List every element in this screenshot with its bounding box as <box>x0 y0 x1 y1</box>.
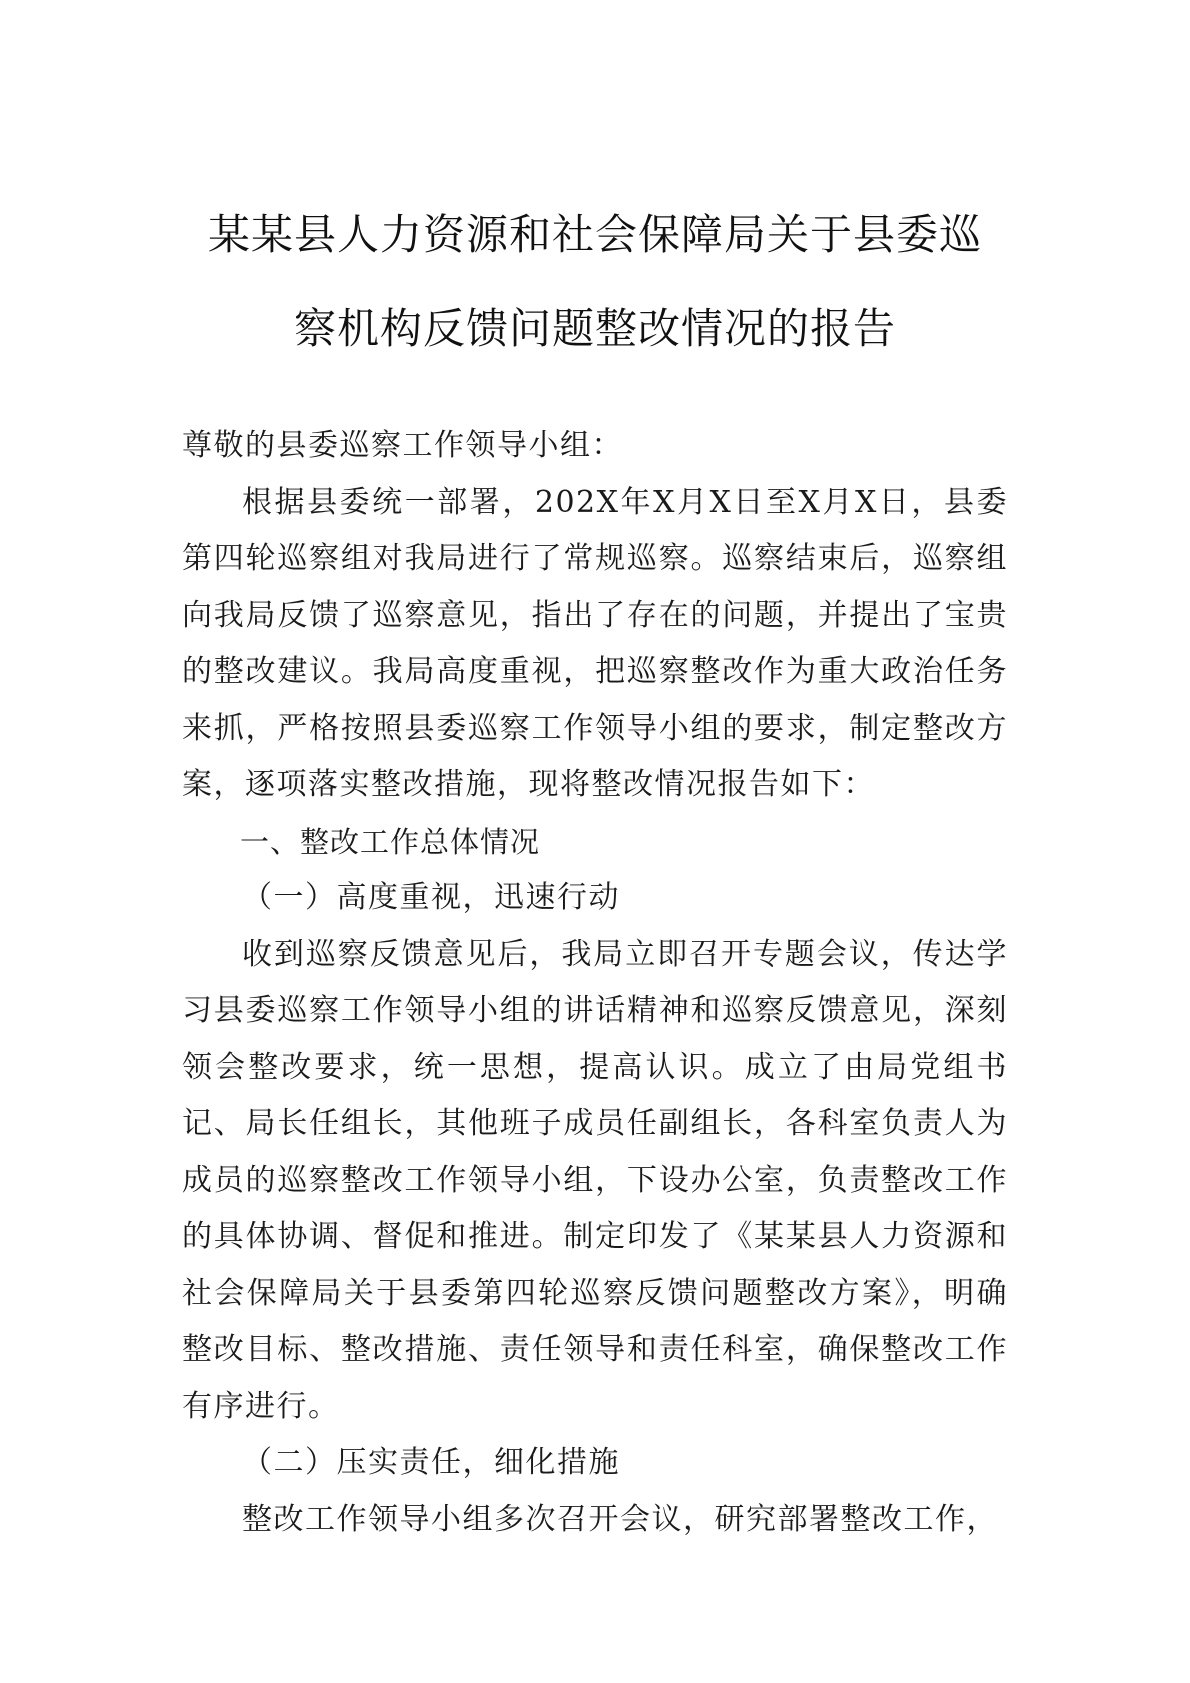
paragraph-intro: 根据县委统一部署，202X年X月X日至X月X日，县委第四轮巡察组对我局进行了常规巡察。巡察结束后，巡察组向我局反馈了巡察意见，指出了存在的问题，并提出了宝贵的整改建议。我局高度重视，把巡察整改作为重大政治任务来抓，严格按照县委巡察工作领导小组的要求，制定整改方案，逐项落实整改措施，现将整改情况报告如下： <box>182 484 1008 802</box>
title-line-1: 某某县人力资源和社会保障局关于县委巡 <box>207 210 982 259</box>
document-title <box>150 188 1040 376</box>
paragraph-body: 收到巡察反馈意见后，我局立即召开专题会议，传达学习县委巡察工作领导小组的讲话精神和巡察反馈意见，深刻领会整改要求，统一思想，提高认识。成立了由局党组书记、局长任组长，其他班子成员任副组长，各科室负责人为成员的巡察整改工作领导小组，下设办公室，负责整改工作的具体协调、督促和推进。制定印发了《某某县人力资源和社会保障局关于县委第四轮巡察反馈问题整改方案》，明确整改目标、整改措施、责任领导和责任科室，确保整改工作有序进行。 <box>182 936 1008 1424</box>
document-body <box>182 418 1008 1548</box>
paragraph-body: 整改工作领导小组多次召开会议，研究部署整改工作， <box>242 1501 998 1537</box>
title-line-2: 察机构反馈问题整改情况的报告 <box>293 304 896 353</box>
subsection-heading: （二）压实责任，细化措施 <box>242 1445 620 1480</box>
subsection-heading: （一）高度重视，迅速行动 <box>242 880 620 915</box>
salutation: 尊敬的县委巡察工作领导小组： <box>182 428 623 463</box>
section-heading: 一、整改工作总体情况 <box>240 824 541 859</box>
